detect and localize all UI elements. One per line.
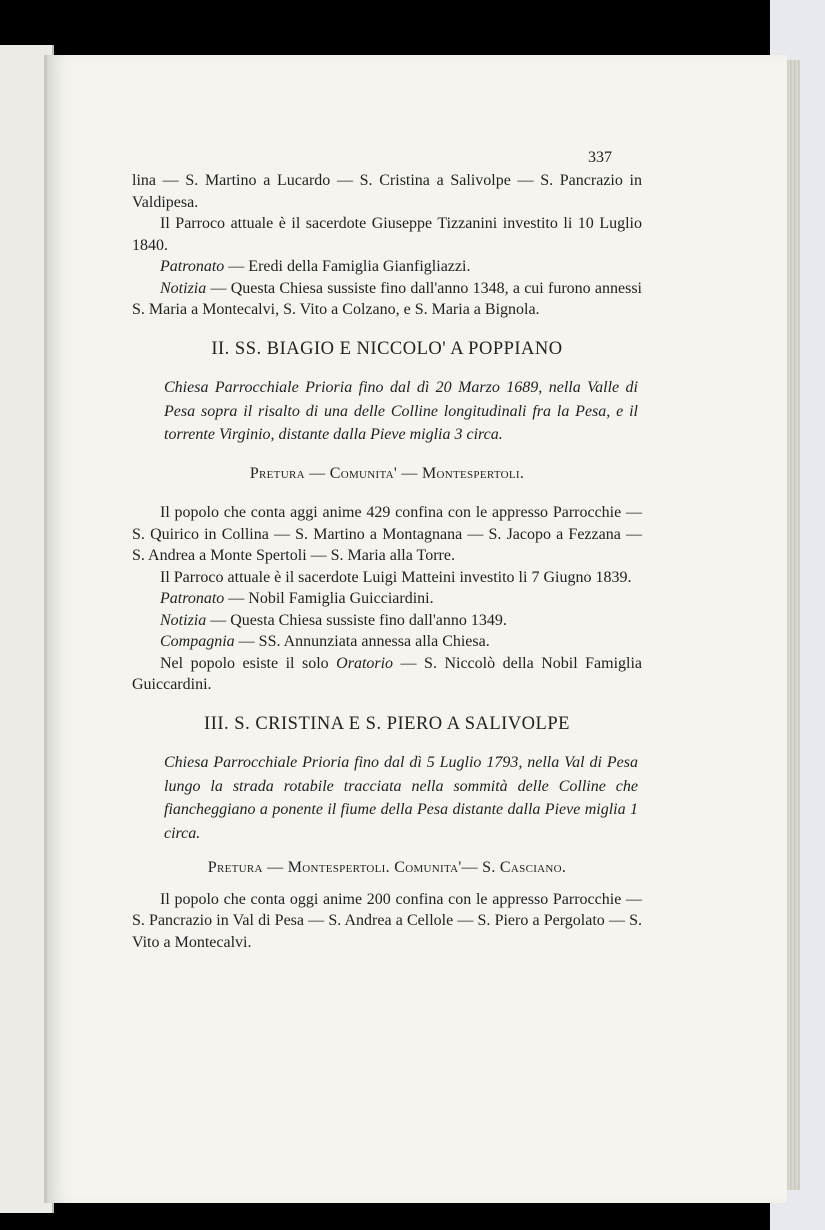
oratorio-text: — S. Niccolò della Nobil Famiglia Guiccardini. bbox=[132, 654, 643, 693]
compagnia-text: — SS. Annunziata annessa alla Chiesa. bbox=[234, 633, 490, 650]
notizia-paragraph-2 bbox=[132, 610, 642, 632]
notizia-label: Notizia bbox=[160, 611, 207, 629]
compagnia-paragraph-2 bbox=[132, 631, 642, 653]
section-description-2: Chiesa Parrocchiale Prioria fino dal dì 20 Marzo 1689, nella Valle di Pesa sopra il risalto di una delle Colline longitudinali fra la Pesa, e il torrente Virginio, distante dalla Pieve miglia 3 circa. bbox=[164, 379, 638, 443]
patronato-paragraph-2 bbox=[132, 588, 642, 610]
section-heading-2: II. SS. BIAGIO E NICCOLO' A POPPIANO bbox=[211, 338, 563, 359]
oratorio-pre: Nel popolo esiste il solo bbox=[160, 654, 337, 672]
oratorio-paragraph-2 bbox=[132, 653, 642, 696]
continued-paragraph: lina — S. Martino a Lucardo — S. Cristina a Salivolpe — S. Pancrazio in Valdipesa. bbox=[132, 172, 642, 211]
patronato-text: — Nobil Famiglia Guicciardini. bbox=[224, 590, 434, 607]
parroco-paragraph-2: Il Parroco attuale è il sacerdote Luigi Matteini investito li 7 Giugno 1839. bbox=[160, 568, 632, 586]
notizia-text: — Questa Chiesa sussiste fino dall'anno 1349. bbox=[206, 611, 507, 629]
notizia-label: Notizia bbox=[160, 279, 207, 297]
notizia-paragraph-1 bbox=[132, 278, 642, 321]
compagnia-label: Compagnia bbox=[160, 633, 235, 650]
patronato-label: Patronato bbox=[160, 258, 225, 275]
patronato-paragraph-1 bbox=[132, 256, 642, 278]
patronato-text: — Eredi della Famiglia Gianfigliazzi. bbox=[224, 258, 471, 275]
jurisdiction-3: Pretura — Montespertoli. Comunita'— S. Casciano. bbox=[207, 859, 567, 876]
parroco-paragraph-1: Il Parroco attuale è il sacerdote Giuseppe Tizzanini investito li 10 Luglio 1840. bbox=[132, 215, 642, 254]
oratorio-label: Oratorio bbox=[336, 654, 394, 672]
popolo-paragraph-2: Il popolo che conta aggi anime 429 confina con le appresso Parrocchie — S. Quirico in Collina — S. Martino a Montagnana — S. Jacopo a Fezzana — S. Andrea a Monte Spertoli — S. Maria alla Torre. bbox=[132, 504, 642, 564]
patronato-label: Patronato bbox=[160, 590, 225, 607]
jurisdiction-2: Pretura — Comunita' — Montespertoli. bbox=[249, 464, 525, 482]
section-description-3: Chiesa Parrocchiale Prioria fino dal dì 5 Luglio 1793, nella Val di Pesa lungo la strada rotabile tracciata nella sommità delle Colline che fiancheggiano a ponente il fiume della Pesa distante dalla Pieve miglia 1 circa. bbox=[164, 754, 638, 842]
notizia-text: — Questa Chiesa sussiste fino dall'anno 1348, a cui furono annessi S. Maria a Montecalvi, S. Vito a Colzano, e S. Maria a Bignola. bbox=[132, 279, 642, 318]
page-content bbox=[132, 146, 642, 953]
popolo-paragraph-3: Il popolo che conta oggi anime 200 confina con le appresso Parrocchie — S. Pancrazio in Val di Pesa — S. Andrea a Cellole — S. Piero a Pergolato — S. Vito a Montecalvi. bbox=[132, 890, 642, 951]
page-number: 337 bbox=[588, 149, 612, 166]
section-heading-3: III. S. CRISTINA E S. PIERO A SALIVOLPE bbox=[204, 713, 570, 734]
